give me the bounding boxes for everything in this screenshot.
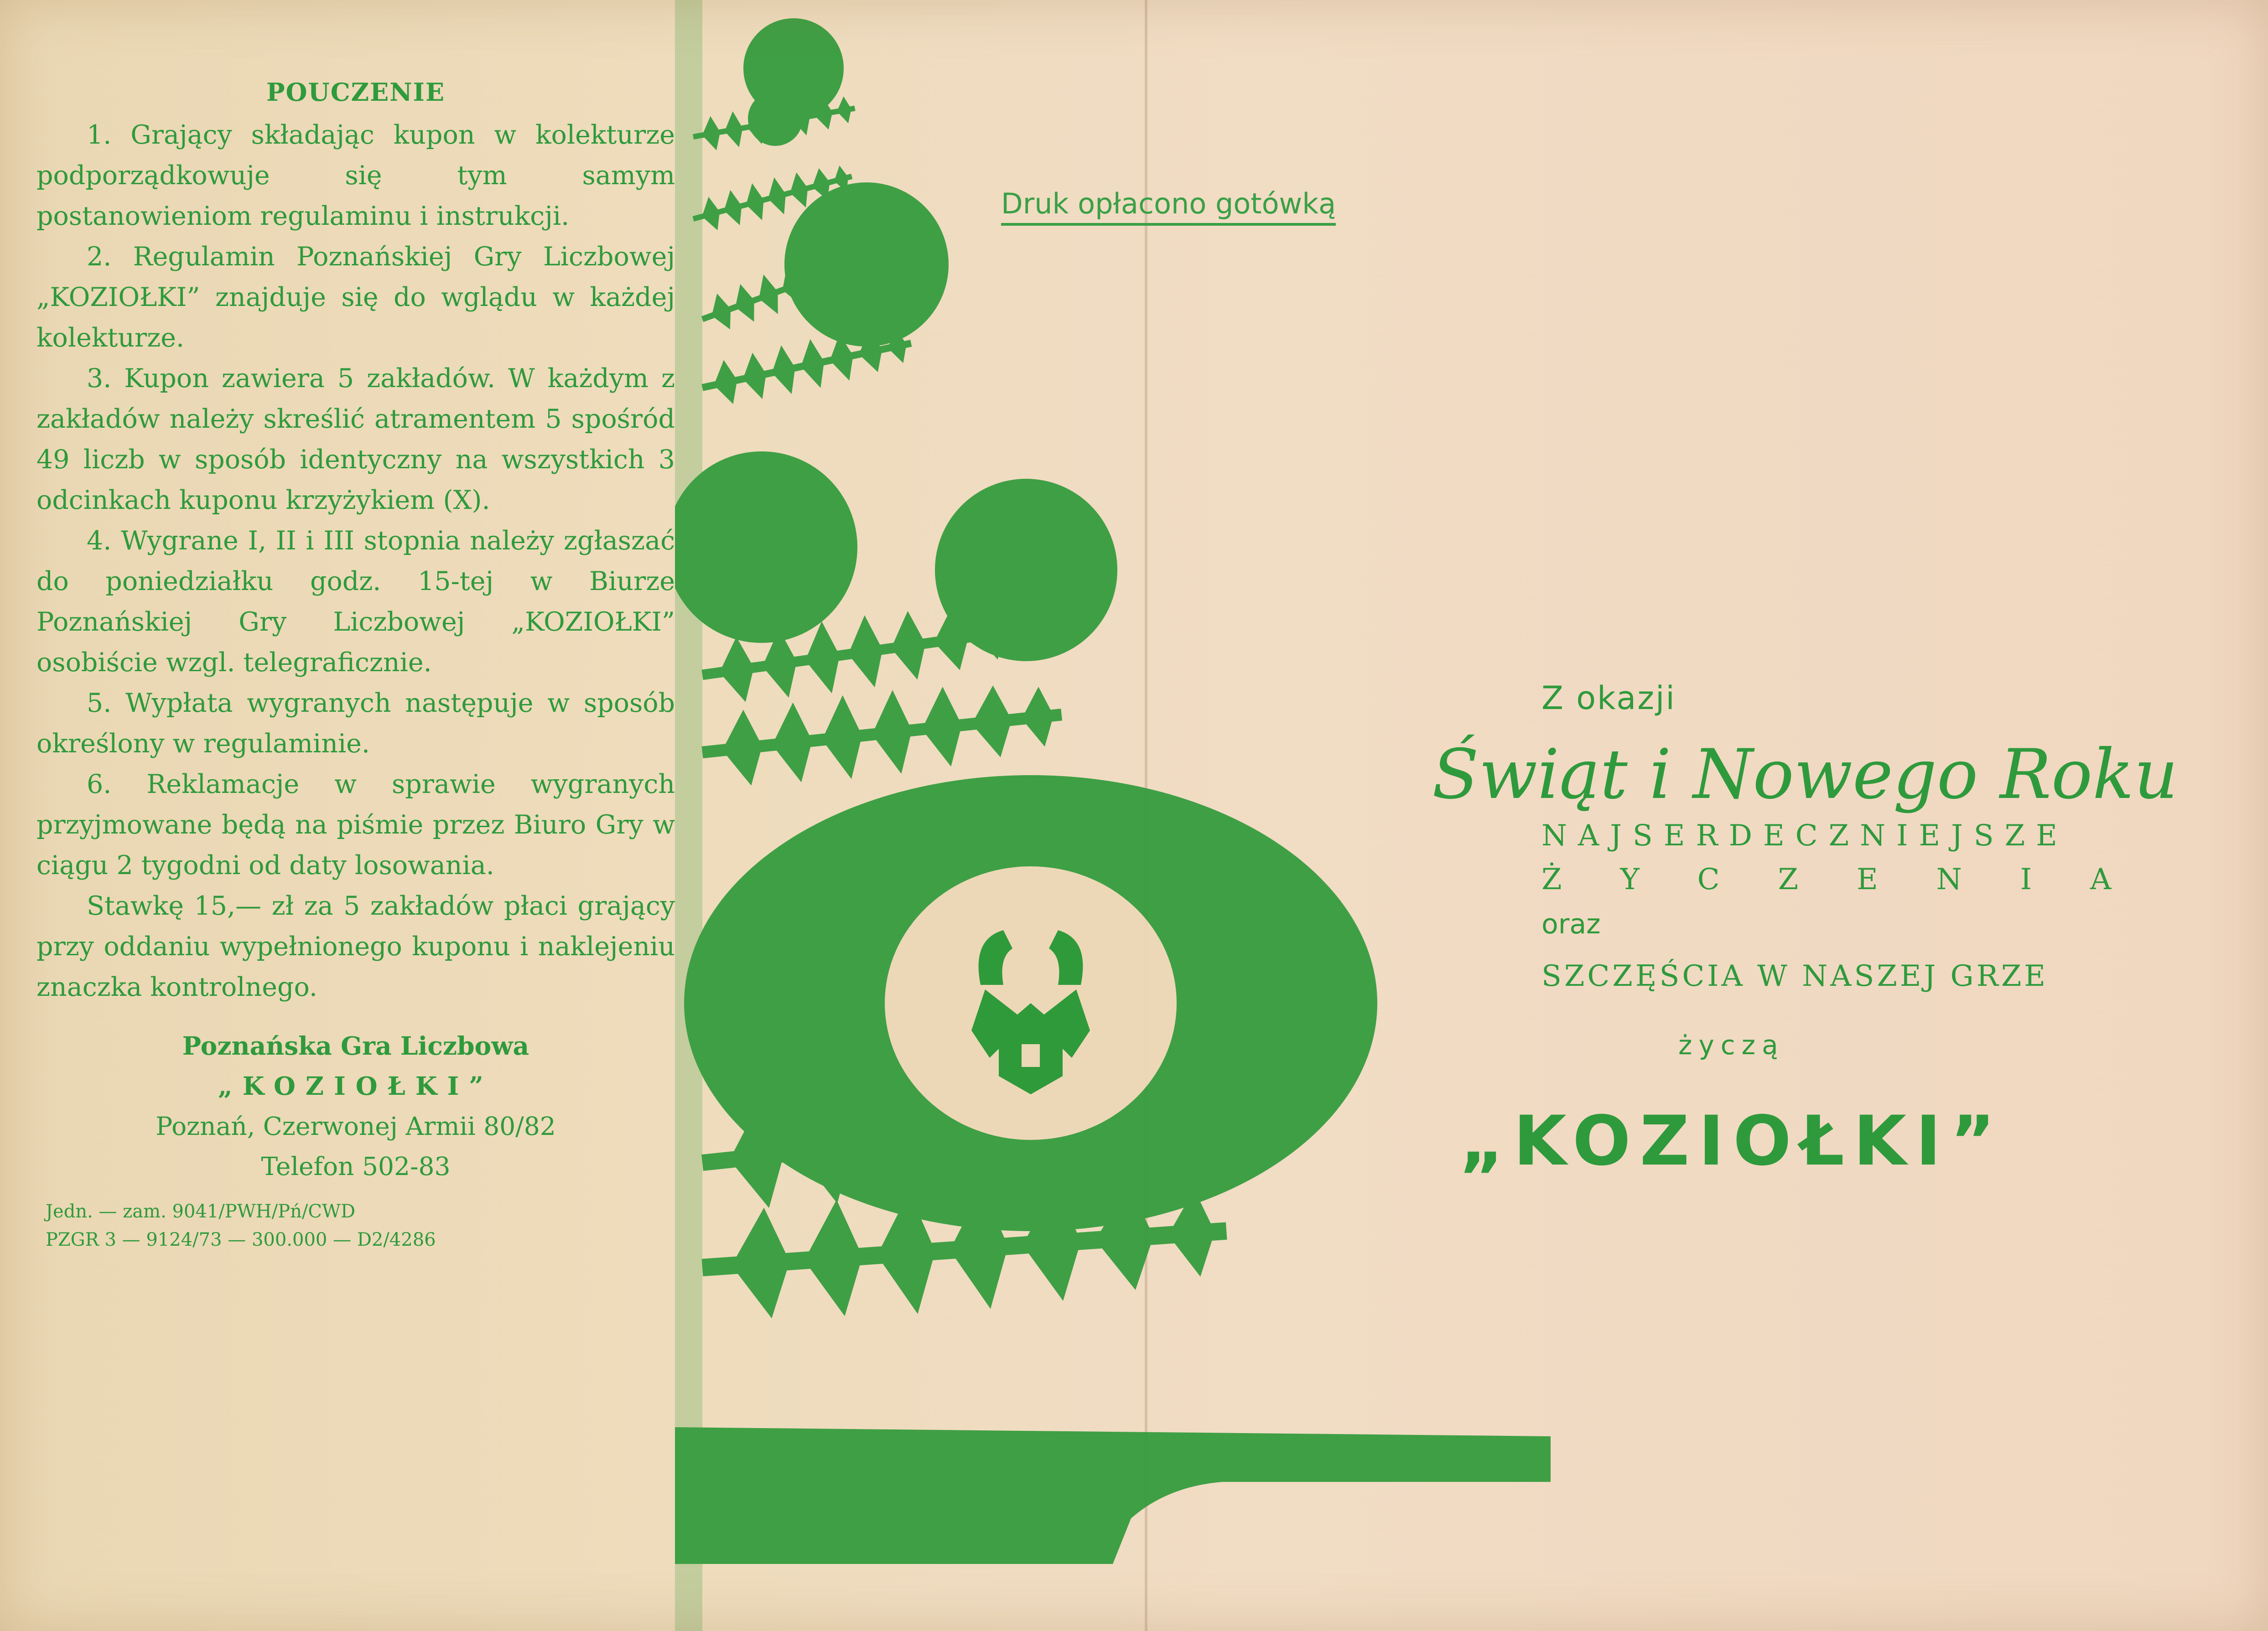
- greeting-intro: Z okazji: [1541, 679, 1676, 717]
- issuer-phone: Telefon 502-83: [261, 1152, 451, 1181]
- greeting-wishes-2: ŻYCZENIA: [1541, 863, 2170, 896]
- print-info-line: Jedn. — zam. 9041/PWH/Pń/CWD: [46, 1201, 356, 1222]
- issuer-brand: „KOZIOŁKI”: [218, 1071, 493, 1101]
- instructions-column: [36, 78, 675, 1254]
- greeting-wishes-1: NAJSERDECZNIEJSZE: [1541, 819, 2068, 853]
- print-info: [46, 1197, 675, 1254]
- fir-tree-stamp: [675, 0, 1551, 1631]
- greeting-block: [1432, 679, 2178, 1181]
- greeting-title: Świąt i Nowego Roku: [1432, 735, 2178, 814]
- print-info-line: PZGR 3 — 9124/73 — 300.000 — D2/4286: [46, 1229, 436, 1250]
- greeting-from: życzą: [1678, 1030, 1785, 1061]
- instructions-heading: POUCZENIE: [266, 78, 446, 107]
- issuer-signature: [36, 1026, 675, 1186]
- instruction-item: 3. Kupon zawiera 5 zakładów. W każdym z zakładów należy skreślić atramentem 5 spośród 49 liczb w sposób identyczny na wszystkich 3 odcinkach kuponu krzyżykiem (X).: [36, 363, 675, 515]
- greeting-brand: „KOZIOŁKI”: [1459, 1102, 2004, 1181]
- instruction-item: 4. Wygrane I, II i III stopnia należy zgłaszać do poniedziałku godz. 15-tej w Biurze Poznańskiej Gry Liczbowej „KOZIOŁKI” osobiście wzgl. telegraficznie.: [36, 526, 675, 678]
- greeting-luck: SZCZĘŚCIA W NASZEJ GRZE: [1541, 959, 2048, 993]
- instruction-item: 6. Reklamacje w sprawie wygranych przyjmowane będą na piśmie przez Biuro Gry w ciągu 2 tygodni od daty losowania.: [36, 769, 675, 880]
- instruction-item: 2. Regulamin Poznańskiej Gry Liczbowej „KOZIOŁKI” znajduje się do wglądu w każdej kolekturze.: [36, 242, 675, 353]
- instruction-item: 5. Wypłata wygranych następuje w sposób określony w regulaminie.: [36, 688, 675, 759]
- postage-note: Druk opłacono gotówką: [1001, 187, 1336, 226]
- greeting-and: oraz: [1541, 908, 1601, 940]
- instruction-item: 1. Grający składając kupon w kolekturze podporządkowuje się tym samym postanowieniom regulaminu i instrukcji.: [36, 120, 675, 231]
- issuer-address: Poznań, Czerwonej Armii 80/82: [156, 1112, 556, 1141]
- instruction-item: Stawkę 15,— zł za 5 zakładów płaci grający przy oddaniu wypełnionego kuponu i naklejeniu znaczka kontrolnego.: [36, 891, 675, 1002]
- issuer-org: Poznańska Gra Liczbowa: [182, 1031, 529, 1061]
